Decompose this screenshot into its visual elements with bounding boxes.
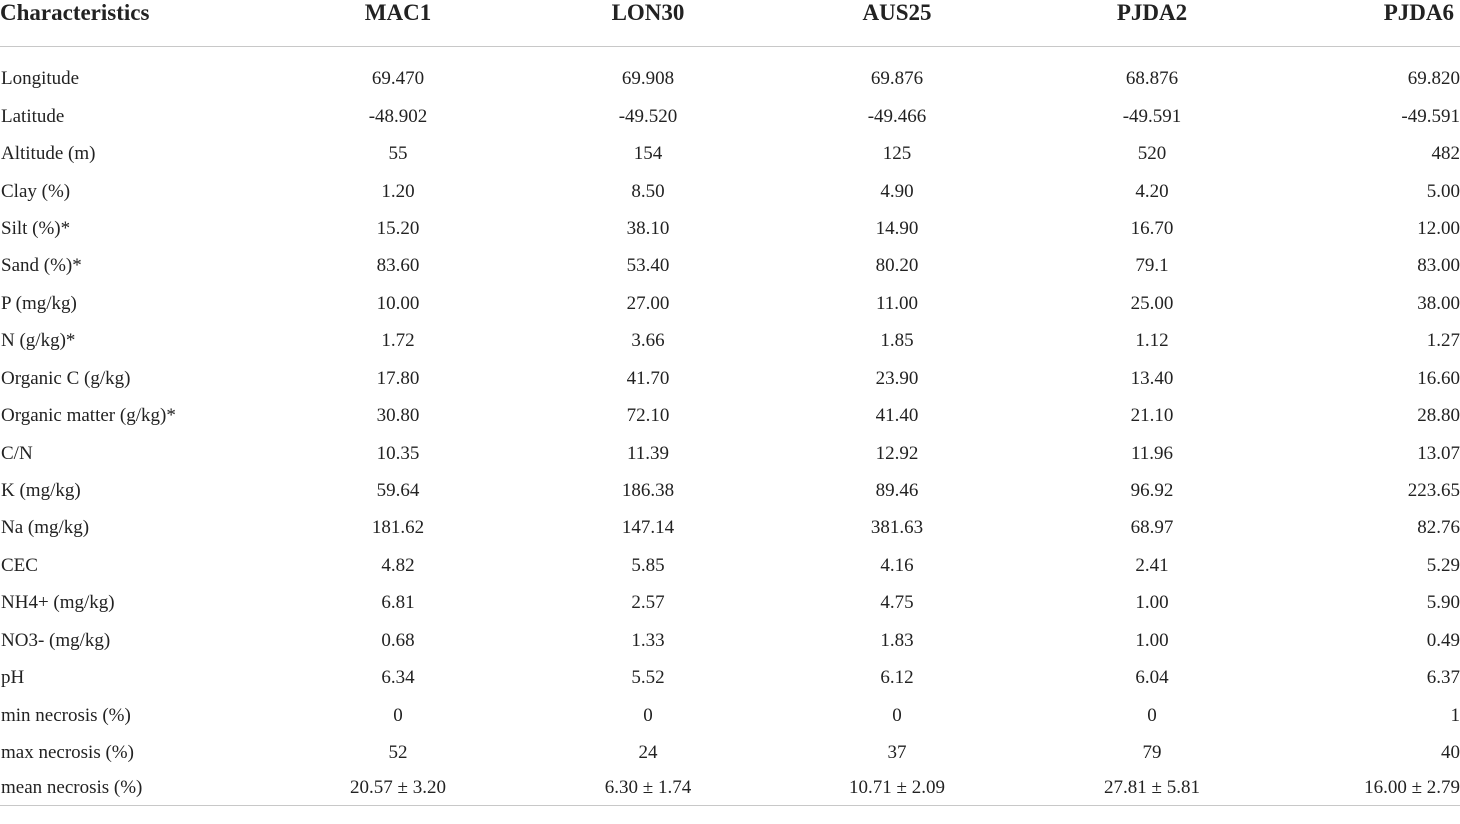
cell-aus25: 381.63 xyxy=(870,517,924,539)
row-label: NO3- (mg/kg) xyxy=(1,629,111,651)
row-label: mean necrosis (%) xyxy=(0,771,274,806)
cell-pjda2: 1.00 xyxy=(1135,592,1169,614)
table-row xyxy=(0,659,1460,696)
row-label: N (g/kg)* xyxy=(1,330,76,352)
table-body xyxy=(0,47,1460,806)
column-header-lon30: LON30 xyxy=(522,0,774,47)
cell-pjda2: 16.70 xyxy=(1130,217,1174,239)
cell-pjda2: 68.97 xyxy=(1130,517,1174,539)
row-label: min necrosis (%) xyxy=(1,704,131,726)
cell-pjda2: 0 xyxy=(1147,704,1157,726)
cell-pjda2: 520 xyxy=(1137,143,1167,165)
cell-pjda6: 16.00 ± 2.79 xyxy=(1284,771,1460,806)
cell-lon30: 3.66 xyxy=(631,330,665,352)
cell-pjda2: 6.04 xyxy=(1135,667,1169,689)
cell-pjda2: 79.1 xyxy=(1135,255,1169,277)
cell-aus25: 10.71 ± 2.09 xyxy=(774,771,1020,806)
cell-lon30: 154 xyxy=(633,143,663,165)
cell-lon30: 69.908 xyxy=(621,68,675,90)
cell-pjda6: 1 xyxy=(1450,704,1460,726)
cell-pjda6: 82.76 xyxy=(1417,517,1460,539)
cell-pjda2: 96.92 xyxy=(1130,480,1174,502)
cell-mac1: 55 xyxy=(388,143,408,165)
cell-aus25: 69.876 xyxy=(870,68,924,90)
cell-pjda2: 13.40 xyxy=(1130,367,1174,389)
cell-lon30: 24 xyxy=(638,742,658,764)
row-label: Latitude xyxy=(1,105,65,127)
cell-mac1: 4.82 xyxy=(381,554,415,576)
cell-pjda6: 5.00 xyxy=(1426,180,1460,202)
cell-pjda2: 11.96 xyxy=(1130,442,1174,464)
cell-pjda6: 40 xyxy=(1441,742,1460,764)
cell-aus25: 89.46 xyxy=(875,480,919,502)
cell-lon30: 0 xyxy=(643,704,653,726)
row-label: CEC xyxy=(1,554,38,576)
cell-mac1: 0 xyxy=(393,704,403,726)
row-label: NH4+ (mg/kg) xyxy=(1,592,115,614)
cell-pjda2: 27.81 ± 5.81 xyxy=(1020,771,1284,806)
cell-mac1: 181.62 xyxy=(371,517,425,539)
cell-aus25: 80.20 xyxy=(875,255,919,277)
cell-pjda2: 1.00 xyxy=(1135,629,1169,651)
cell-lon30: 2.57 xyxy=(631,592,665,614)
cell-aus25: 6.12 xyxy=(880,667,914,689)
cell-pjda2: 4.20 xyxy=(1135,180,1169,202)
cell-pjda6: 223.65 xyxy=(1407,480,1460,502)
cell-lon30: 1.33 xyxy=(631,629,665,651)
table-row xyxy=(0,472,1460,509)
row-label: Organic C (g/kg) xyxy=(1,367,131,389)
cell-pjda2: 21.10 xyxy=(1130,405,1174,427)
cell-mac1: 52 xyxy=(388,742,408,764)
cell-mac1: 59.64 xyxy=(376,480,420,502)
cell-mac1: 17.80 xyxy=(376,367,420,389)
cell-aus25: 1.83 xyxy=(880,629,914,651)
table-row xyxy=(0,135,1460,172)
cell-aus25: 14.90 xyxy=(875,217,919,239)
cell-mac1: -48.902 xyxy=(368,105,428,127)
cell-pjda6: 16.60 xyxy=(1417,367,1460,389)
cell-lon30: 8.50 xyxy=(631,180,665,202)
cell-pjda6: 6.37 xyxy=(1426,667,1460,689)
cell-pjda6: 1.27 xyxy=(1426,330,1460,352)
cell-pjda2: 79 xyxy=(1142,742,1162,764)
cell-pjda6: 83.00 xyxy=(1417,255,1460,277)
row-label: Sand (%)* xyxy=(1,255,82,277)
row-label: Altitude (m) xyxy=(1,143,96,165)
table-row xyxy=(0,622,1460,659)
cell-aus25: 1.85 xyxy=(880,330,914,352)
cell-mac1: 6.81 xyxy=(381,592,415,614)
cell-aus25: 125 xyxy=(882,143,912,165)
cell-lon30: 27.00 xyxy=(626,292,670,314)
cell-mac1: 0.68 xyxy=(381,629,415,651)
cell-mac1: 30.80 xyxy=(376,405,420,427)
table-row xyxy=(0,696,1460,733)
cell-lon30: 38.10 xyxy=(626,217,670,239)
row-label: Silt (%)* xyxy=(1,217,71,239)
row-label: Na (mg/kg) xyxy=(1,517,90,539)
cell-pjda6: -49.591 xyxy=(1401,105,1460,127)
cell-mac1: 69.470 xyxy=(371,68,425,90)
cell-aus25: -49.466 xyxy=(867,105,927,127)
header-row xyxy=(0,0,1460,47)
cell-aus25: 23.90 xyxy=(875,367,919,389)
cell-aus25: 12.92 xyxy=(875,442,919,464)
cell-lon30: 72.10 xyxy=(626,405,670,427)
cell-pjda6: 5.29 xyxy=(1426,554,1460,576)
cell-pjda2: 68.876 xyxy=(1125,68,1179,90)
table-row xyxy=(0,434,1460,471)
cell-pjda2: -49.591 xyxy=(1122,105,1182,127)
cell-aus25: 41.40 xyxy=(875,405,919,427)
cell-pjda6: 28.80 xyxy=(1417,405,1460,427)
cell-mac1: 15.20 xyxy=(376,217,420,239)
cell-lon30: -49.520 xyxy=(618,105,678,127)
row-label: K (mg/kg) xyxy=(1,480,81,502)
table-row xyxy=(0,547,1460,584)
cell-lon30: 5.85 xyxy=(631,554,665,576)
table-spacer xyxy=(0,47,1460,61)
cell-lon30: 41.70 xyxy=(626,367,670,389)
cell-lon30: 186.38 xyxy=(621,480,675,502)
cell-pjda6: 482 xyxy=(1431,143,1460,165)
cell-aus25: 4.90 xyxy=(880,180,914,202)
row-label: Longitude xyxy=(1,68,80,90)
table-row xyxy=(0,285,1460,322)
cell-pjda2: 25.00 xyxy=(1130,292,1174,314)
cell-lon30: 11.39 xyxy=(626,442,670,464)
cell-lon30: 147.14 xyxy=(621,517,675,539)
table-row xyxy=(0,210,1460,247)
table-header xyxy=(0,0,1460,47)
cell-lon30: 6.30 ± 1.74 xyxy=(522,771,774,806)
row-label: C/N xyxy=(1,442,33,464)
row-label: pH xyxy=(1,667,25,689)
column-header-pjda6: PJDA6 xyxy=(1284,0,1460,47)
cell-pjda6: 69.820 xyxy=(1407,68,1460,90)
cell-pjda6: 5.90 xyxy=(1426,592,1460,614)
cell-pjda2: 1.12 xyxy=(1135,330,1169,352)
table-row xyxy=(0,360,1460,397)
row-label: Clay (%) xyxy=(1,180,71,202)
cell-pjda6: 13.07 xyxy=(1417,442,1460,464)
row-label: P (mg/kg) xyxy=(1,292,77,314)
column-header-characteristics: Characteristics xyxy=(0,0,274,47)
cell-aus25: 4.75 xyxy=(880,592,914,614)
row-label: Organic matter (g/kg)* xyxy=(1,405,176,427)
cell-mac1: 10.00 xyxy=(376,292,420,314)
cell-pjda6: 0.49 xyxy=(1426,629,1460,651)
row-label: max necrosis (%) xyxy=(1,742,134,764)
table-row xyxy=(0,734,1460,771)
cell-lon30: 53.40 xyxy=(626,255,670,277)
table-row xyxy=(0,397,1460,434)
table-row xyxy=(0,322,1460,359)
cell-mac1: 20.57 ± 3.20 xyxy=(274,771,522,806)
column-header-mac1: MAC1 xyxy=(274,0,522,47)
table-row xyxy=(0,247,1460,284)
cell-mac1: 83.60 xyxy=(376,255,420,277)
table-row xyxy=(0,584,1460,621)
cell-pjda6: 38.00 xyxy=(1417,292,1460,314)
table-row xyxy=(0,172,1460,209)
cell-mac1: 6.34 xyxy=(381,667,415,689)
cell-mac1: 10.35 xyxy=(376,442,420,464)
cell-aus25: 0 xyxy=(892,704,902,726)
table-row xyxy=(0,509,1460,546)
table-row xyxy=(0,60,1460,97)
cell-lon30: 5.52 xyxy=(631,667,665,689)
column-header-aus25: AUS25 xyxy=(774,0,1020,47)
cell-mac1: 1.72 xyxy=(381,330,415,352)
cell-aus25: 37 xyxy=(887,742,907,764)
cell-aus25: 4.16 xyxy=(880,554,914,576)
column-header-pjda2: PJDA2 xyxy=(1020,0,1284,47)
cell-pjda2: 2.41 xyxy=(1135,554,1169,576)
cell-pjda6: 12.00 xyxy=(1417,217,1460,239)
table-row xyxy=(0,771,1460,806)
cell-aus25: 11.00 xyxy=(875,292,919,314)
table-row xyxy=(0,97,1460,134)
cell-mac1: 1.20 xyxy=(381,180,415,202)
